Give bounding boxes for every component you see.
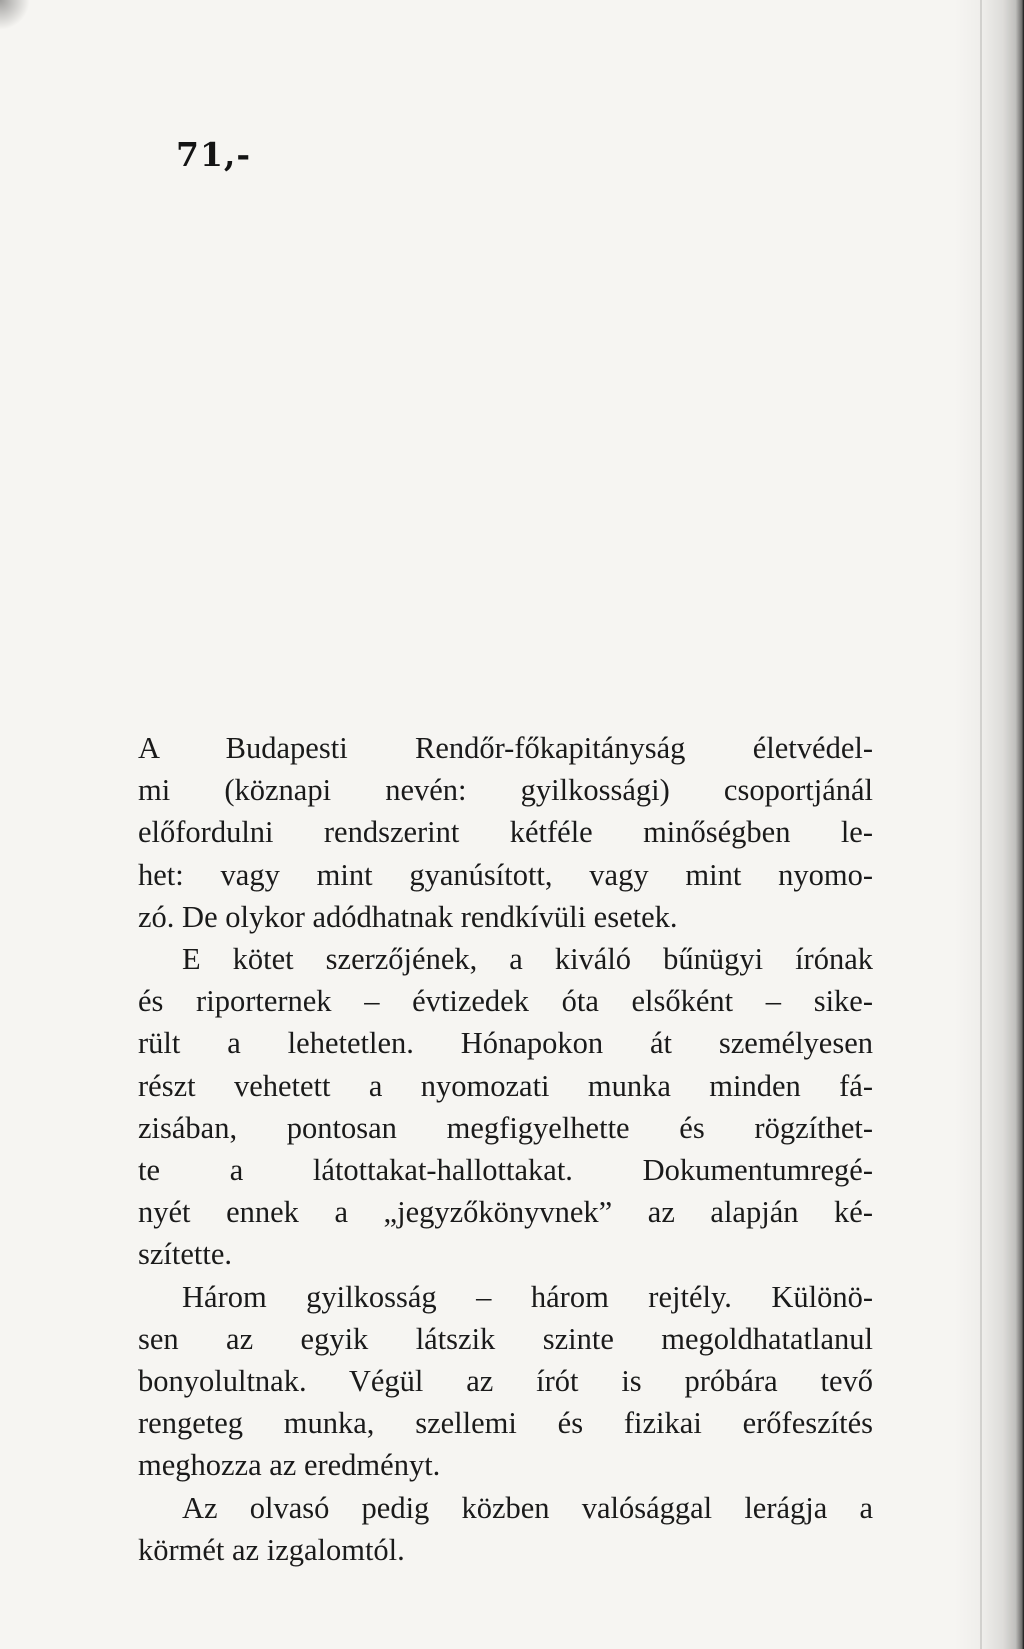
blurb-line: és riporternek – évtizedek óta elsőként – sike- <box>138 984 873 1019</box>
blurb-line: A Budapesti Rendőr-főkapitányság életvédel- <box>138 731 873 765</box>
blurb-line: te a látottakat-hallottakat. Dokumentumregé- <box>138 1153 873 1188</box>
blurb-line: het: vagy mint gyanúsított, vagy mint nyomo- <box>138 857 873 892</box>
blurb-line: mi (köznapi nevén: gyilkossági) csoportjánál <box>138 773 873 808</box>
blurb-line: E kötet szerzőjének, a kiváló bűnügyi írónak <box>182 942 873 977</box>
blurb-line: előfordulni rendszerint kétféle minőségben le- <box>138 815 873 850</box>
price-label: 71,- <box>176 135 252 174</box>
blurb-line: Három gyilkosság – három rejtély. Különö- <box>182 1279 873 1314</box>
blurb-line: meghozza az eredményt. <box>138 1448 441 1483</box>
blurb-line: nyét ennek a „jegyzőkönyvnek” az alapján ké- <box>138 1195 873 1230</box>
blurb-text <box>138 727 873 1571</box>
spine-shadow <box>954 0 1024 1649</box>
blurb-line: szítette. <box>138 1237 233 1272</box>
spine-fold-line <box>980 0 982 1649</box>
blurb-line: bonyolultnak. Végül az írót is próbára tevő <box>138 1364 873 1399</box>
blurb-line: zisában, pontosan megfigyelhette és rögzíthet- <box>138 1110 873 1145</box>
blurb-line: rengeteg munka, szellemi és fizikai erőfeszítés <box>138 1406 873 1441</box>
blurb-line: rült a lehetetlen. Hónapokon át személyesen <box>138 1026 873 1061</box>
blurb-line: sen az egyik látszik szinte megoldhatatlanul <box>138 1321 873 1356</box>
blurb-line: körmét az izgalomtól. <box>138 1532 405 1567</box>
blurb-line: részt vehetett a nyomozati munka minden fá- <box>138 1068 873 1103</box>
corner-shadow <box>0 0 30 30</box>
blurb-line: Az olvasó pedig közben valósággal lerágja a <box>182 1490 873 1525</box>
blurb-line: zó. De olykor adódhatnak rendkívüli esetek. <box>138 899 678 934</box>
